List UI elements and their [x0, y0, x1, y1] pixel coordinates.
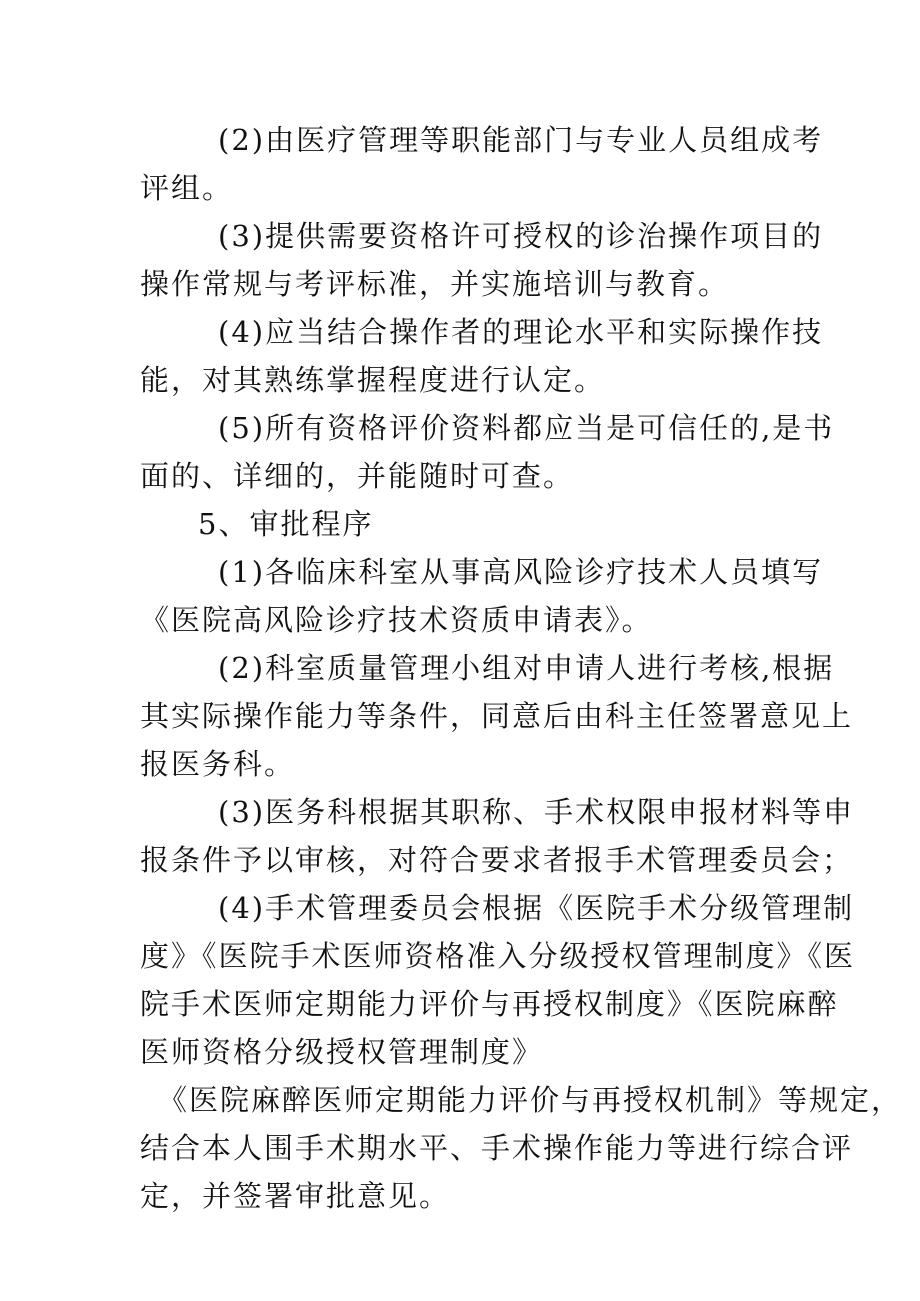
paragraph-4-line-1: (4)应当结合操作者的理论水平和实际操作技 [218, 315, 824, 349]
paragraph-5-line-1: (5)所有资格评价资料都应当是可信任的,是书 [218, 411, 835, 445]
approval-step-1-line-2: 《医院高风险诊疗技术资质申请表》。 [140, 603, 653, 637]
approval-step-3-line-1: (3)医务科根据其职称、手术权限申报材料等申 [218, 795, 855, 829]
approval-step-4-line-3: 院手术医师定期能力评价与再授权制度》《医院麻醉 [140, 987, 839, 1021]
approval-step-4-line-7: 定，并签署审批意见。 [140, 1179, 451, 1213]
approval-step-2-line-1: (2)科室质量管理小组对申请人进行考核,根据 [218, 651, 835, 685]
approval-step-2-line-2: 其实际操作能力等条件，同意后由科主任签署意见上 [140, 699, 854, 733]
paragraph-3-line-2: 操作常规与考评标准，并实施培训与教育。 [140, 267, 730, 301]
paragraph-3-line-1: (3)提供需要资格许可授权的诊治操作项目的 [218, 219, 824, 253]
approval-step-4-line-6: 结合本人围手术期水平、手术操作能力等进行综合评 [140, 1131, 854, 1165]
paragraph-5-line-2: 面的、详细的，并能随时可查。 [140, 459, 575, 493]
approval-step-4-line-4: 医师资格分级授权管理制度》 [140, 1035, 544, 1069]
approval-step-3-line-2: 报条件予以审核，对符合要求者报手术管理委员会； [140, 843, 854, 877]
approval-step-4-line-2: 度》《医院手术医师资格准入分级授权管理制度》《医 [140, 939, 856, 973]
approval-step-4-line-1: (4)手术管理委员会根据《医院手术分级管理制 [218, 891, 855, 925]
approval-step-4-line-5: 《医院麻醉医师定期能力评价与再授权机制》等规定， [158, 1083, 903, 1117]
paragraph-2-line-1: (2)由医疗管理等职能部门与专业人员组成考 [218, 123, 824, 157]
section-heading-approval-procedure: 5、审批程序 [198, 507, 374, 541]
approval-step-1-line-1: (1)各临床科室从事高风险诊疗技术人员填写 [218, 555, 824, 589]
approval-step-2-line-3: 报医务科。 [140, 747, 296, 781]
paragraph-4-line-2: 能，对其熟练掌握程度进行认定。 [140, 363, 606, 397]
paragraph-2-line-2: 评组。 [140, 171, 234, 205]
